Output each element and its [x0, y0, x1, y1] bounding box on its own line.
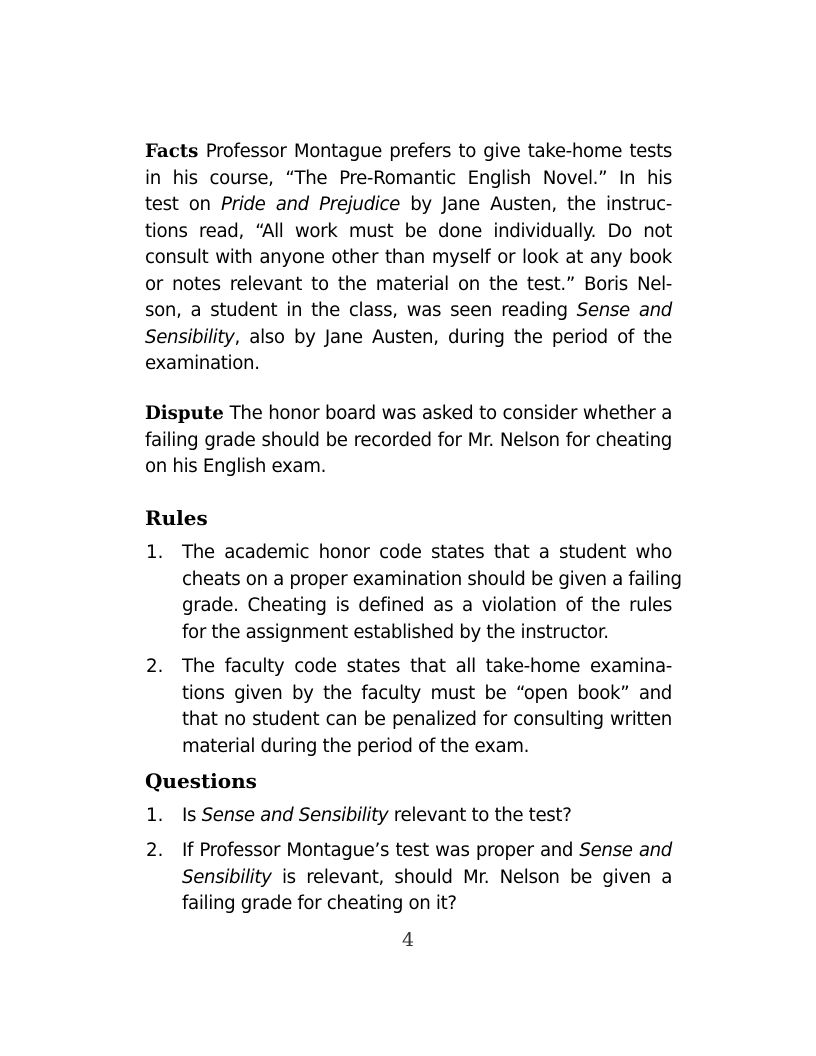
- dispute-label: Dispute: [145, 403, 224, 424]
- rule-line: for the assignment established by the instructor.: [182, 622, 609, 643]
- book-title: Sense and: [579, 840, 672, 861]
- question-line: If Professor Montague’s test was proper and Sense and: [182, 840, 672, 861]
- dispute-line: on his English exam.: [145, 456, 327, 477]
- question-number: 1.: [146, 805, 164, 826]
- book-title: Sense and Sensibility: [201, 805, 389, 826]
- page-number: 4: [401, 929, 415, 951]
- rule-line: The academic honor code states that a student who: [182, 542, 672, 563]
- rule-line: that no student can be penalized for consulting written: [182, 709, 672, 730]
- book-title: Sense and: [576, 300, 672, 321]
- question-line: failing grade for cheating on it?: [182, 893, 457, 914]
- facts-line: examination.: [145, 353, 260, 374]
- facts-line: or notes relevant to the material on the test.” Boris Nel-: [145, 274, 672, 295]
- book-title: Pride and Prejudice: [220, 194, 400, 215]
- rules-heading: Rules: [145, 506, 208, 530]
- facts-line: tions read, “All work must be done individually. Do not: [145, 221, 672, 242]
- book-title: Sensibility: [145, 327, 235, 348]
- rule-line: cheats on a proper examination should be given a failing: [182, 569, 682, 590]
- dispute-line: failing grade should be recorded for Mr. Nelson for cheating: [145, 430, 672, 451]
- rule-line: grade. Cheating is defined as a violation of the rules: [182, 595, 672, 616]
- rule-number: 2.: [146, 656, 164, 677]
- rule-line: The faculty code states that all take-home examina-: [182, 656, 672, 677]
- facts-line: test on Pride and Prejudice by Jane Austen, the instruc-: [145, 194, 672, 215]
- rule-line: tions given by the faculty must be “open book” and: [182, 683, 672, 704]
- facts-line: in his course, “The Pre-Romantic English Novel.” In his: [145, 168, 672, 189]
- book-title: Sensibility: [182, 867, 272, 888]
- question-line: Sensibility is relevant, should Mr. Nelson be given a: [182, 867, 672, 888]
- dispute-line: Dispute The honor board was asked to consider whether a: [145, 403, 672, 424]
- facts-line: Sensibility, also by Jane Austen, during the period of the: [145, 327, 672, 348]
- questions-heading: Questions: [145, 769, 257, 793]
- facts-line: consult with anyone other than myself or look at any book: [145, 247, 672, 268]
- question-number: 2.: [146, 840, 164, 861]
- facts-line: Facts Professor Montague prefers to give take-home tests: [145, 141, 672, 162]
- facts-line: son, a student in the class, was seen reading Sense and: [145, 300, 672, 321]
- rule-line: material during the period of the exam.: [182, 736, 530, 757]
- facts-label: Facts: [145, 141, 199, 162]
- question-line: Is Sense and Sensibility relevant to the test?: [182, 805, 572, 826]
- rule-number: 1.: [146, 542, 164, 563]
